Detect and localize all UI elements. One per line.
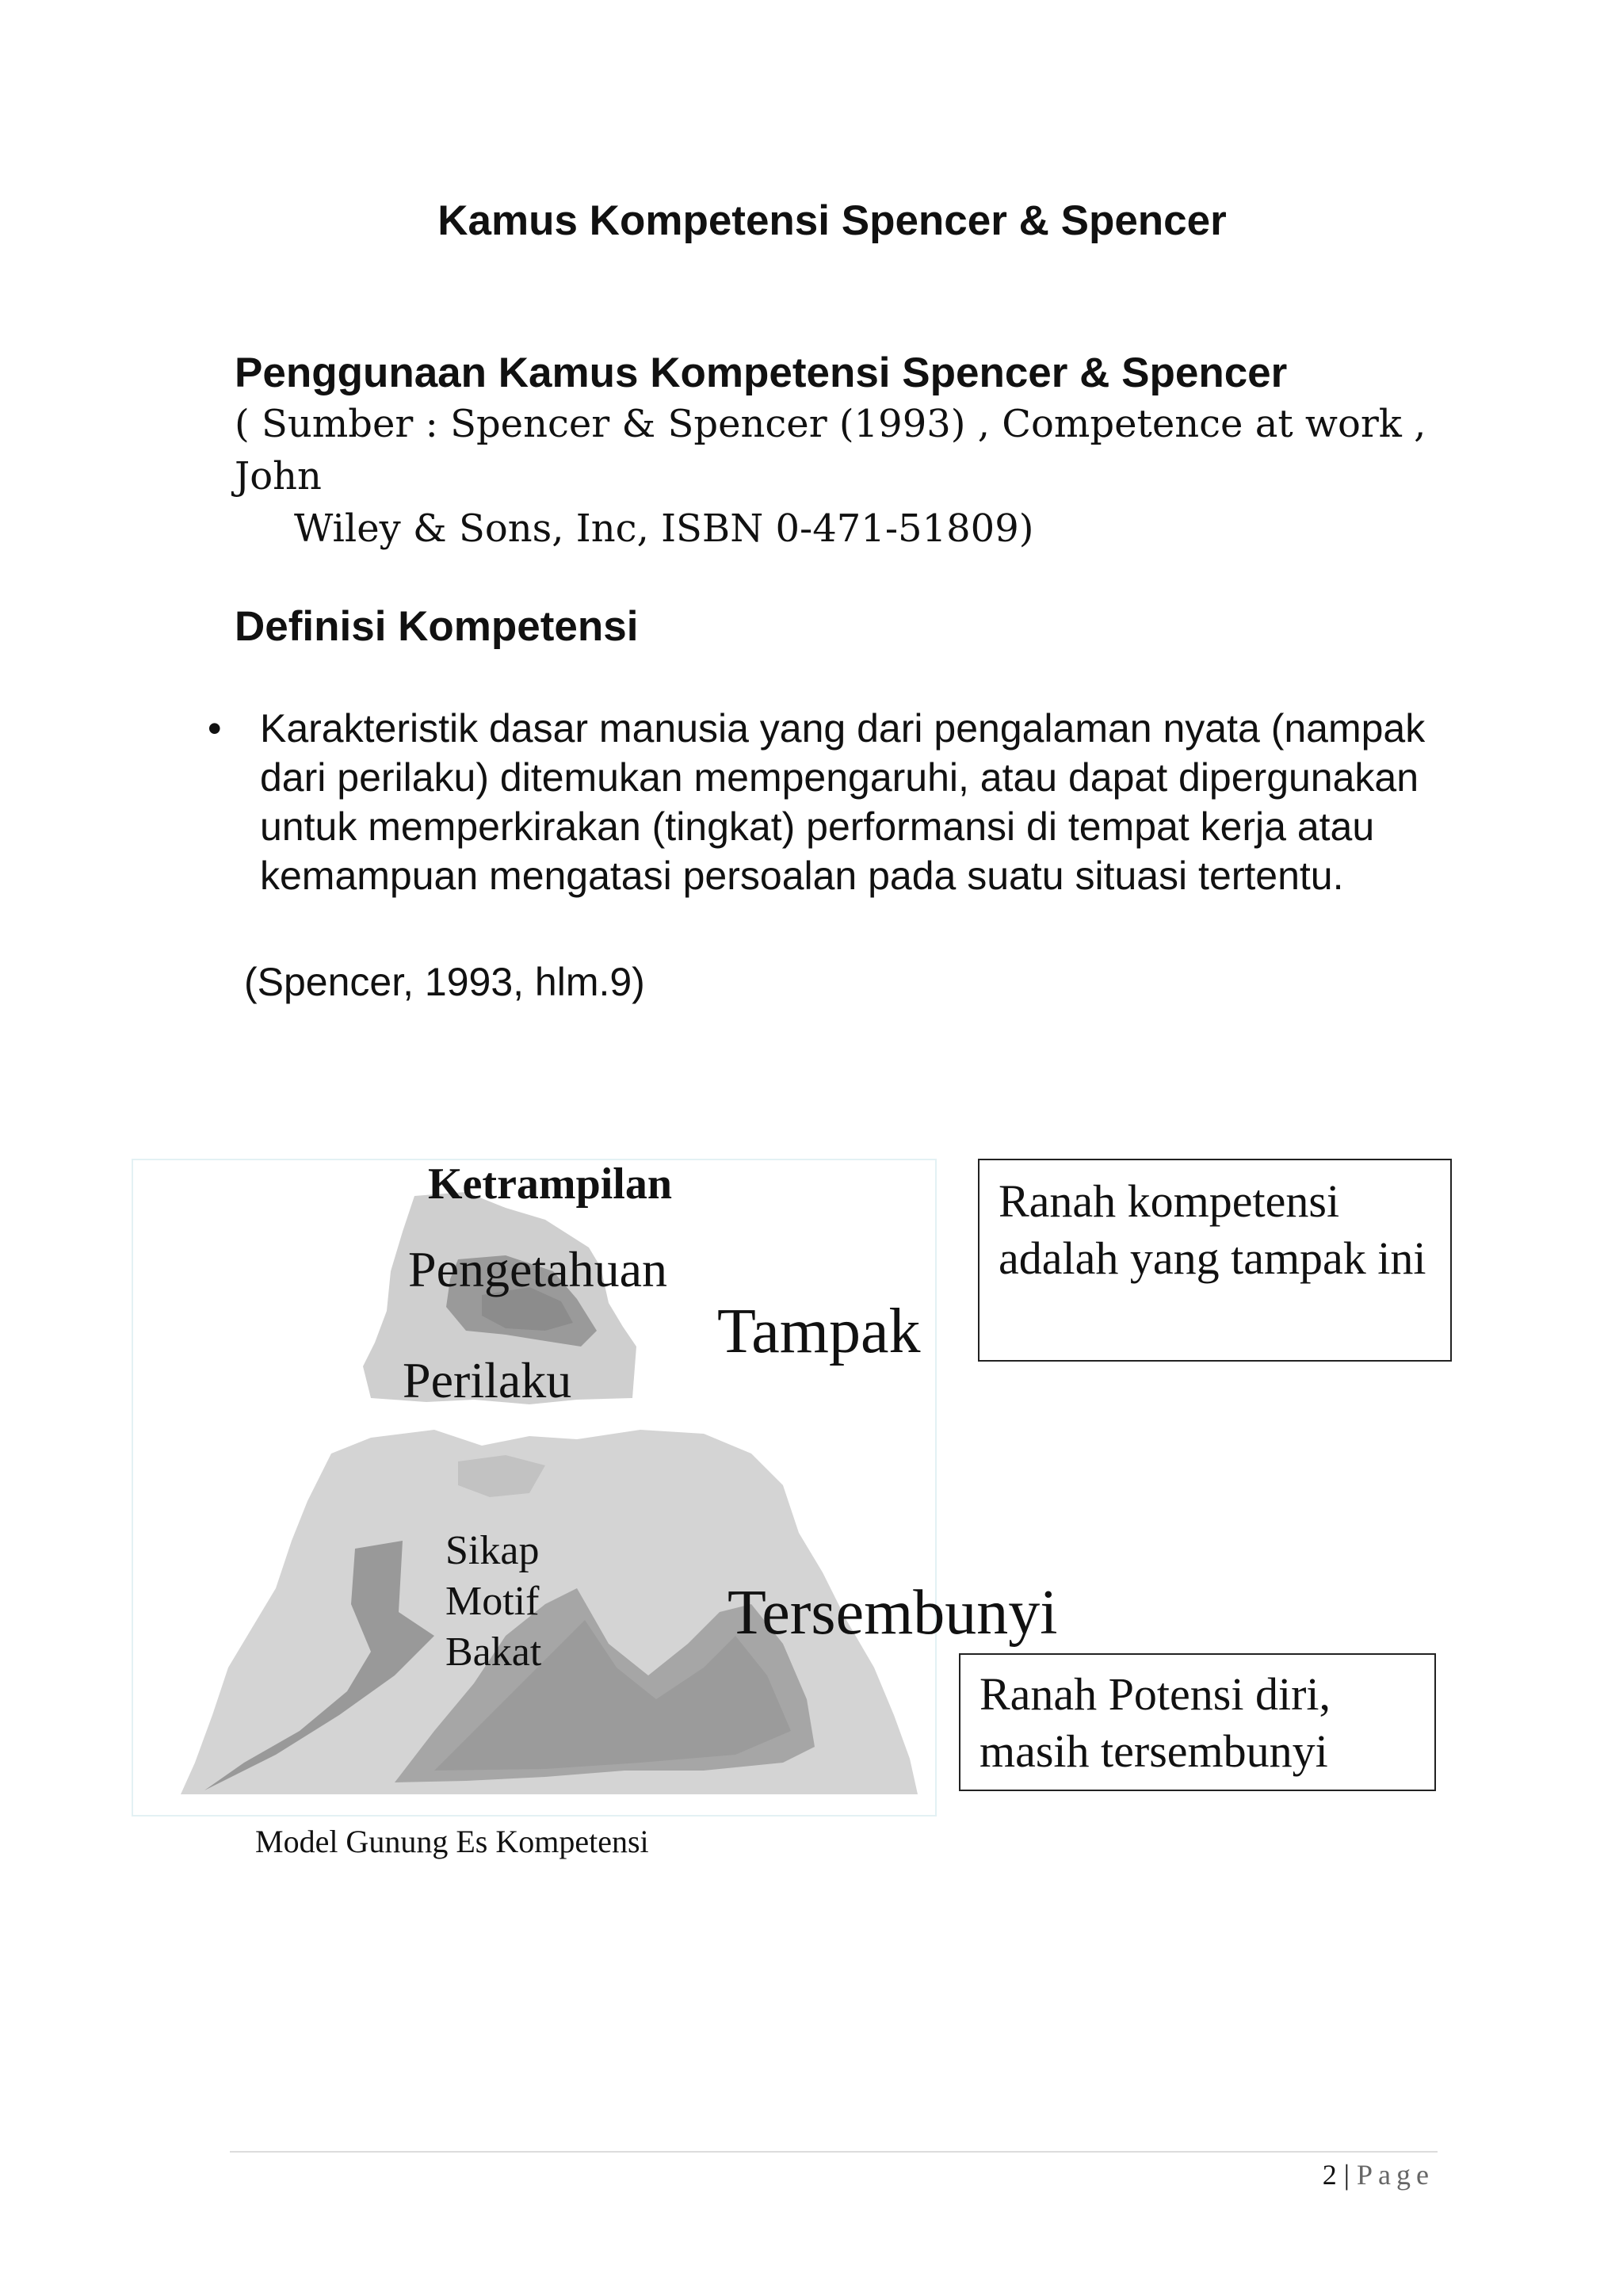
page-title: Kamus Kompetensi Spencer & Spencer: [437, 197, 1227, 244]
label-ketrampilan: Ketrampilan: [428, 1159, 672, 1209]
figure-caption: Model Gunung Es Kompetensi: [255, 1824, 649, 1859]
label-motif: Motif: [445, 1579, 540, 1624]
page-label: Page: [1357, 2159, 1434, 2191]
label-bakat: Bakat: [445, 1629, 542, 1675]
source-reference: [235, 398, 1471, 555]
label-pengetahuan: Pengetahuan: [408, 1241, 667, 1297]
hidden-domain-note: Ranah Potensi diri, masih tersembunyi: [959, 1653, 1436, 1791]
label-tersembunyi: Tersembunyi: [727, 1578, 1058, 1648]
definition-heading: Definisi Kompetensi: [235, 603, 639, 650]
source-line-2: Wiley & Sons, Inc, ISBN 0-471-51809): [294, 506, 1034, 551]
visible-domain-note: Ranah kompetensi adalah yang tampak ini: [978, 1159, 1452, 1362]
bullet-icon: •: [208, 706, 222, 751]
usage-heading: Penggunaan Kamus Kompetensi Spencer & Spencer: [235, 350, 1288, 396]
definition-citation: (Spencer, 1993, hlm.9): [244, 960, 645, 1004]
label-tampak: Tampak: [717, 1297, 921, 1366]
label-perilaku: Perilaku: [403, 1352, 572, 1408]
hidden-traits-list: [445, 1526, 541, 1678]
source-line-1: ( Sumber : Spencer & Spencer (1993) , Competence at work , John: [235, 402, 1426, 499]
label-sikap: Sikap: [445, 1528, 540, 1573]
definition-text: Karakteristik dasar manusia yang dari pengalaman nyata (nampak dari perilaku) ditemukan mempengaruhi, atau dapat dipergunakan untuk memperkirakan (tingkat) performansi di tempat kerja atau kemampuan mengatasi persoalan pada suatu situasi tertentu.: [260, 706, 1426, 898]
page-number: 2: [1322, 2159, 1337, 2191]
page-footer: [1268, 2158, 1434, 2191]
footer-separator: |: [1336, 2159, 1358, 2191]
footer-divider: [230, 2151, 1438, 2153]
